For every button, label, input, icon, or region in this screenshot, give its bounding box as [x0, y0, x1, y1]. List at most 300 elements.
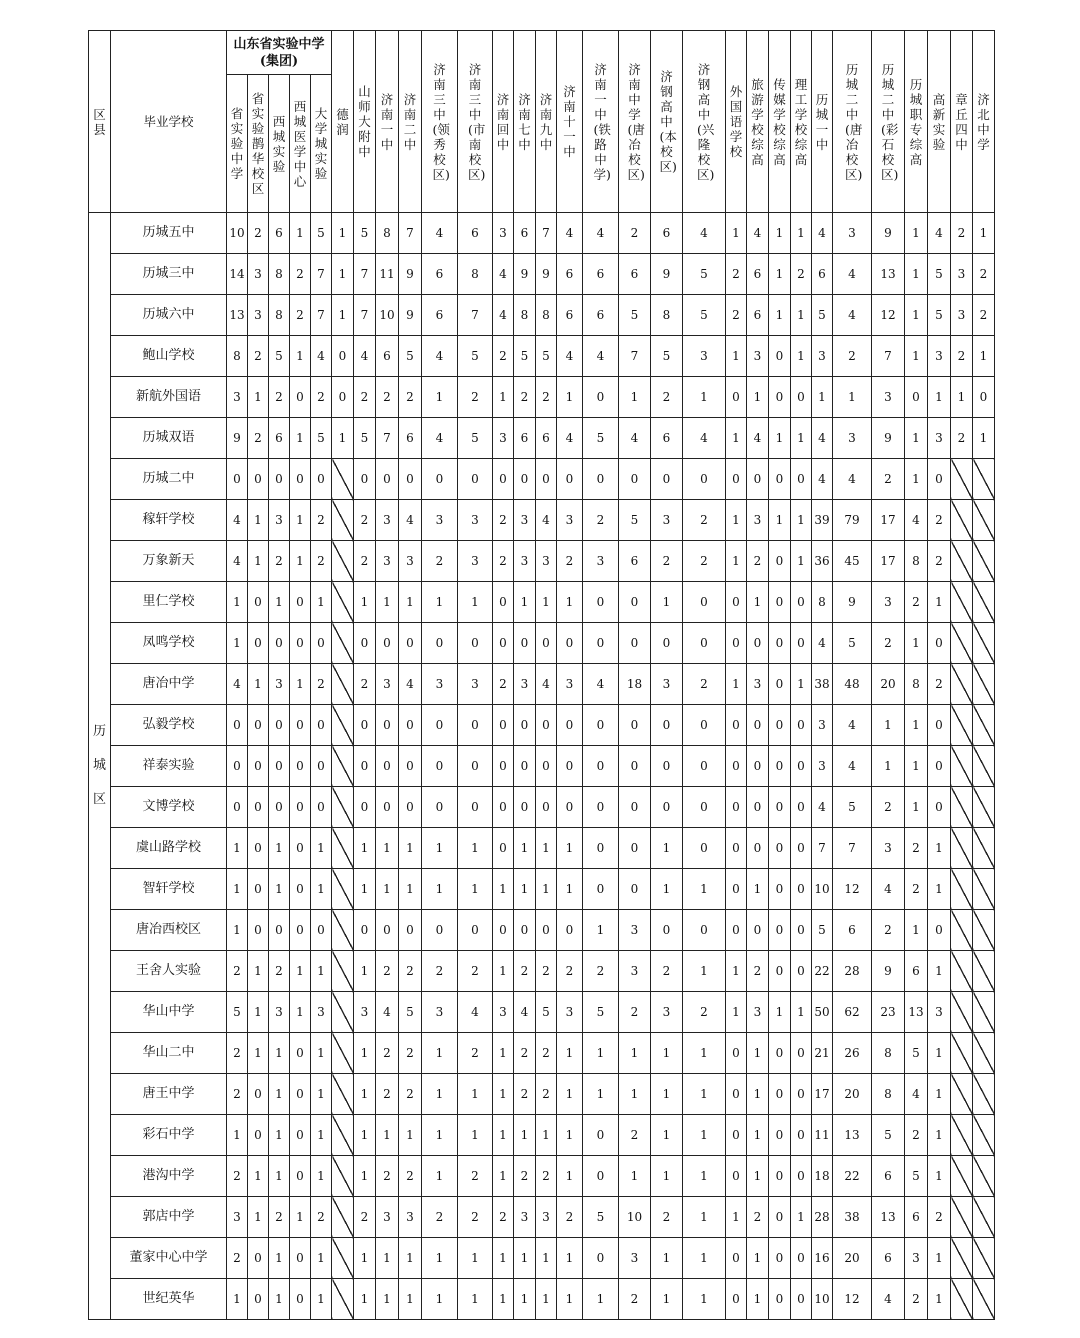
quota-value-cell: 0 — [536, 910, 557, 951]
empty-slash-cell — [951, 787, 973, 828]
quota-value-cell: 3 — [514, 1197, 536, 1238]
quota-value-cell: 0 — [726, 746, 747, 787]
quota-value-cell: 4 — [583, 336, 619, 377]
quota-value-cell: 0 — [422, 746, 458, 787]
quota-value-cell: 4 — [354, 336, 376, 377]
quota-value-cell: 1 — [973, 418, 995, 459]
quota-value-cell: 3 — [651, 992, 683, 1033]
quota-value-cell: 7 — [311, 254, 332, 295]
quota-value-cell: 6 — [514, 213, 536, 254]
quota-value-cell: 0 — [514, 705, 536, 746]
quota-value-cell: 0 — [354, 787, 376, 828]
school-name-cell: 华山中学 — [111, 992, 227, 1033]
quota-value-cell: 3 — [583, 541, 619, 582]
quota-value-cell: 0 — [769, 336, 791, 377]
quota-value-cell: 4 — [812, 213, 833, 254]
col-header-licheng-vocational: 历城职专综高 — [905, 31, 928, 213]
quota-value-cell: 0 — [376, 705, 399, 746]
quota-value-cell: 3 — [493, 418, 514, 459]
school-column-header: 毕业学校 — [111, 31, 227, 213]
empty-slash-cell — [332, 582, 354, 623]
quota-value-cell: 1 — [726, 541, 747, 582]
quota-value-cell: 2 — [514, 377, 536, 418]
quota-value-cell: 2 — [422, 951, 458, 992]
empty-slash-cell — [973, 869, 995, 910]
quota-value-cell: 1 — [536, 828, 557, 869]
col-header-jinan-1-tielu: 济南一中(铁路中学) — [583, 31, 619, 213]
quota-value-cell: 1 — [227, 623, 248, 664]
empty-slash-cell — [973, 500, 995, 541]
quota-value-cell: 1 — [769, 213, 791, 254]
empty-slash-cell — [332, 1279, 354, 1320]
quota-value-cell: 20 — [833, 1238, 872, 1279]
quota-value-cell: 3 — [376, 1197, 399, 1238]
quota-value-cell: 4 — [227, 541, 248, 582]
quota-value-cell: 0 — [928, 787, 951, 828]
quota-value-cell: 0 — [726, 1156, 747, 1197]
quota-value-cell: 5 — [833, 787, 872, 828]
quota-value-cell: 3 — [376, 500, 399, 541]
quota-value-cell: 0 — [928, 746, 951, 787]
quota-value-cell: 4 — [536, 664, 557, 705]
quota-value-cell: 3 — [248, 295, 269, 336]
col-header-foreign-language: 外国语学校 — [726, 31, 747, 213]
quota-value-cell: 2 — [227, 1074, 248, 1115]
quota-value-cell: 0 — [290, 1238, 311, 1279]
quota-value-cell: 1 — [973, 336, 995, 377]
quota-value-cell: 1 — [905, 910, 928, 951]
quota-value-cell: 0 — [269, 787, 290, 828]
quota-value-cell: 3 — [812, 336, 833, 377]
quota-value-cell: 5 — [354, 213, 376, 254]
quota-value-cell: 2 — [905, 1279, 928, 1320]
quota-value-cell: 5 — [583, 1197, 619, 1238]
quota-value-cell: 1 — [269, 1156, 290, 1197]
quota-value-cell: 1 — [458, 1279, 493, 1320]
quota-value-cell: 1 — [747, 1156, 769, 1197]
quota-value-cell: 3 — [311, 992, 332, 1033]
quota-value-cell: 2 — [248, 213, 269, 254]
quota-value-cell: 2 — [683, 500, 726, 541]
quota-value-cell: 4 — [812, 418, 833, 459]
quota-value-cell: 1 — [928, 951, 951, 992]
quota-value-cell: 1 — [399, 1238, 422, 1279]
quota-value-cell: 8 — [872, 1074, 905, 1115]
empty-slash-cell — [951, 459, 973, 500]
quota-value-cell: 7 — [458, 295, 493, 336]
quota-value-cell: 5 — [812, 295, 833, 336]
quota-value-cell: 0 — [583, 377, 619, 418]
quota-value-cell: 1 — [557, 1115, 583, 1156]
quota-value-cell: 1 — [458, 828, 493, 869]
quota-value-cell: 1 — [951, 377, 973, 418]
quota-value-cell: 5 — [311, 418, 332, 459]
quota-value-cell: 1 — [311, 1074, 332, 1115]
quota-value-cell: 0 — [332, 377, 354, 418]
quota-value-cell: 1 — [747, 1074, 769, 1115]
empty-slash-cell — [951, 623, 973, 664]
quota-value-cell: 1 — [354, 828, 376, 869]
empty-slash-cell — [973, 1238, 995, 1279]
quota-value-cell: 1 — [248, 1156, 269, 1197]
quota-value-cell: 2 — [583, 951, 619, 992]
quota-value-cell: 1 — [227, 582, 248, 623]
quota-value-cell: 1 — [791, 1197, 812, 1238]
table-row — [89, 295, 995, 336]
quota-value-cell: 1 — [422, 1115, 458, 1156]
quota-value-cell: 4 — [812, 623, 833, 664]
quota-value-cell: 2 — [493, 336, 514, 377]
quota-value-cell: 3 — [651, 500, 683, 541]
quota-value-cell: 1 — [399, 1279, 422, 1320]
table-row — [89, 1033, 995, 1074]
school-name-cell: 里仁学校 — [111, 582, 227, 623]
quota-value-cell: 9 — [651, 254, 683, 295]
empty-slash-cell — [951, 1033, 973, 1074]
quota-value-cell: 3 — [269, 500, 290, 541]
quota-value-cell: 4 — [683, 213, 726, 254]
admission-quota-table-wrapper — [88, 30, 995, 1320]
quota-value-cell: 1 — [354, 1115, 376, 1156]
quota-value-cell: 4 — [872, 869, 905, 910]
quota-value-cell: 0 — [769, 869, 791, 910]
quota-value-cell: 8 — [905, 541, 928, 582]
quota-value-cell: 0 — [248, 787, 269, 828]
quota-value-cell: 12 — [833, 1279, 872, 1320]
quota-value-cell: 0 — [290, 828, 311, 869]
quota-value-cell: 6 — [905, 1197, 928, 1238]
quota-value-cell: 2 — [458, 377, 493, 418]
col-header-jinan-7: 济南七中 — [514, 31, 536, 213]
quota-value-cell: 1 — [376, 582, 399, 623]
quota-value-cell: 2 — [458, 951, 493, 992]
quota-value-cell: 2 — [376, 951, 399, 992]
quota-value-cell: 0 — [399, 459, 422, 500]
table-row — [89, 1197, 995, 1238]
quota-value-cell: 3 — [872, 828, 905, 869]
experimental-group-header: 山东省实验中学 (集团) — [227, 31, 332, 75]
quota-value-cell: 1 — [269, 1279, 290, 1320]
quota-value-cell: 0 — [769, 1238, 791, 1279]
quota-value-cell: 1 — [747, 869, 769, 910]
quota-value-cell: 6 — [269, 418, 290, 459]
quota-value-cell: 1 — [791, 295, 812, 336]
quota-value-cell: 1 — [311, 951, 332, 992]
empty-slash-cell — [951, 746, 973, 787]
quota-value-cell: 1 — [248, 1197, 269, 1238]
quota-value-cell: 1 — [354, 1238, 376, 1279]
quota-value-cell: 3 — [514, 664, 536, 705]
quota-value-cell: 1 — [422, 1156, 458, 1197]
quota-value-cell: 0 — [791, 623, 812, 664]
quota-value-cell: 4 — [747, 418, 769, 459]
quota-value-cell: 0 — [536, 705, 557, 746]
table-row — [89, 459, 995, 500]
quota-value-cell: 2 — [269, 1197, 290, 1238]
quota-value-cell: 1 — [269, 582, 290, 623]
empty-slash-cell — [951, 1074, 973, 1115]
quota-value-cell: 2 — [354, 664, 376, 705]
quota-value-cell: 0 — [973, 377, 995, 418]
quota-value-cell: 0 — [769, 664, 791, 705]
school-name-cell: 唐冶中学 — [111, 664, 227, 705]
quota-value-cell: 6 — [812, 254, 833, 295]
quota-value-cell: 2 — [422, 541, 458, 582]
admission-quota-table — [88, 30, 995, 1320]
quota-value-cell: 9 — [536, 254, 557, 295]
quota-value-cell: 4 — [422, 336, 458, 377]
quota-value-cell: 8 — [905, 664, 928, 705]
quota-value-cell: 8 — [536, 295, 557, 336]
quota-value-cell: 0 — [399, 787, 422, 828]
quota-value-cell: 1 — [354, 1033, 376, 1074]
col-header-jinan-9: 济南九中 — [536, 31, 557, 213]
quota-value-cell: 1 — [905, 213, 928, 254]
quota-value-cell: 45 — [833, 541, 872, 582]
empty-slash-cell — [973, 910, 995, 951]
quota-value-cell: 0 — [290, 910, 311, 951]
quota-value-cell: 3 — [619, 951, 651, 992]
quota-value-cell: 0 — [248, 1279, 269, 1320]
quota-value-cell: 2 — [376, 1033, 399, 1074]
quota-value-cell: 1 — [422, 582, 458, 623]
quota-value-cell: 1 — [354, 1156, 376, 1197]
quota-value-cell: 0 — [928, 459, 951, 500]
quota-value-cell: 0 — [683, 910, 726, 951]
quota-value-cell: 1 — [536, 869, 557, 910]
quota-value-cell: 4 — [928, 213, 951, 254]
quota-value-cell: 1 — [583, 1033, 619, 1074]
quota-value-cell: 1 — [747, 1033, 769, 1074]
quota-value-cell: 17 — [872, 541, 905, 582]
quota-value-cell: 1 — [399, 1115, 422, 1156]
quota-value-cell: 2 — [514, 1156, 536, 1197]
quota-value-cell: 2 — [928, 541, 951, 582]
quota-value-cell: 1 — [290, 418, 311, 459]
quota-value-cell: 0 — [619, 582, 651, 623]
quota-value-cell: 4 — [458, 992, 493, 1033]
quota-value-cell: 0 — [422, 910, 458, 951]
quota-value-cell: 1 — [376, 828, 399, 869]
quota-value-cell: 6 — [536, 418, 557, 459]
quota-value-cell: 0 — [248, 705, 269, 746]
empty-slash-cell — [951, 1115, 973, 1156]
quota-value-cell: 1 — [269, 828, 290, 869]
quota-value-cell: 1 — [332, 254, 354, 295]
quota-value-cell: 0 — [536, 623, 557, 664]
quota-value-cell: 22 — [833, 1156, 872, 1197]
quota-value-cell: 3 — [928, 418, 951, 459]
empty-slash-cell — [951, 1156, 973, 1197]
quota-value-cell: 0 — [422, 459, 458, 500]
table-row — [89, 213, 995, 254]
quota-value-cell: 2 — [747, 541, 769, 582]
quota-value-cell: 1 — [458, 1238, 493, 1279]
quota-value-cell: 2 — [399, 1074, 422, 1115]
quota-value-cell: 1 — [354, 1074, 376, 1115]
quota-value-cell: 1 — [557, 582, 583, 623]
quota-value-cell: 8 — [514, 295, 536, 336]
quota-value-cell: 1 — [376, 869, 399, 910]
quota-value-cell: 2 — [290, 254, 311, 295]
quota-value-cell: 0 — [747, 623, 769, 664]
table-row — [89, 623, 995, 664]
quota-value-cell: 5 — [928, 295, 951, 336]
quota-value-cell: 1 — [651, 1074, 683, 1115]
quota-value-cell: 0 — [290, 582, 311, 623]
empty-slash-cell — [973, 828, 995, 869]
school-name-cell: 虞山路学校 — [111, 828, 227, 869]
quota-value-cell: 1 — [769, 500, 791, 541]
quota-value-cell: 9 — [872, 951, 905, 992]
school-name-cell: 历城三中 — [111, 254, 227, 295]
quota-value-cell: 2 — [227, 1033, 248, 1074]
quota-value-cell: 3 — [399, 1197, 422, 1238]
empty-slash-cell — [951, 705, 973, 746]
quota-value-cell: 5 — [683, 254, 726, 295]
quota-value-cell: 0 — [651, 459, 683, 500]
quota-value-cell: 2 — [399, 951, 422, 992]
quota-value-cell: 10 — [227, 213, 248, 254]
school-name-cell: 世纪英华 — [111, 1279, 227, 1320]
quota-value-cell: 1 — [290, 1197, 311, 1238]
quota-value-cell: 1 — [683, 1279, 726, 1320]
quota-value-cell: 1 — [311, 1238, 332, 1279]
quota-value-cell: 1 — [928, 1238, 951, 1279]
quota-value-cell: 0 — [458, 705, 493, 746]
quota-value-cell: 1 — [422, 377, 458, 418]
school-name-cell: 唐王中学 — [111, 1074, 227, 1115]
col-header-jigang-main: 济钢高中(本校区) — [651, 31, 683, 213]
col-header-jinan-2: 济南二中 — [399, 31, 422, 213]
quota-value-cell: 0 — [791, 828, 812, 869]
quota-value-cell: 6 — [747, 254, 769, 295]
quota-value-cell: 1 — [269, 869, 290, 910]
empty-slash-cell — [332, 828, 354, 869]
quota-value-cell: 5 — [651, 336, 683, 377]
quota-value-cell: 2 — [747, 1197, 769, 1238]
quota-value-cell: 0 — [791, 705, 812, 746]
quota-value-cell: 1 — [791, 213, 812, 254]
quota-value-cell: 17 — [872, 500, 905, 541]
quota-value-cell: 1 — [354, 582, 376, 623]
quota-value-cell: 1 — [726, 992, 747, 1033]
col-header-jinan-3-shinan: 济南三中(市南校区) — [458, 31, 493, 213]
quota-value-cell: 0 — [726, 1238, 747, 1279]
quota-value-cell: 1 — [872, 705, 905, 746]
quota-value-cell: 1 — [683, 1033, 726, 1074]
quota-value-cell: 0 — [493, 787, 514, 828]
col-header-daxuecheng: 大学城实验 — [311, 75, 332, 213]
quota-value-cell: 5 — [458, 418, 493, 459]
table-row — [89, 377, 995, 418]
quota-value-cell: 0 — [354, 746, 376, 787]
table-row — [89, 787, 995, 828]
quota-value-cell: 14 — [227, 254, 248, 295]
quota-value-cell: 0 — [769, 1115, 791, 1156]
quota-value-cell: 6 — [514, 418, 536, 459]
empty-slash-cell — [973, 705, 995, 746]
table-row — [89, 1115, 995, 1156]
quota-value-cell: 1 — [619, 1074, 651, 1115]
quota-value-cell: 5 — [269, 336, 290, 377]
quota-value-cell: 0 — [248, 1115, 269, 1156]
quota-value-cell: 1 — [269, 1115, 290, 1156]
quota-value-cell: 39 — [812, 500, 833, 541]
quota-value-cell: 2 — [951, 213, 973, 254]
quota-value-cell: 0 — [769, 910, 791, 951]
quota-value-cell: 0 — [290, 623, 311, 664]
quota-value-cell: 1 — [905, 746, 928, 787]
quota-value-cell: 0 — [747, 828, 769, 869]
quota-value-cell: 1 — [422, 1033, 458, 1074]
quota-value-cell: 2 — [905, 1115, 928, 1156]
quota-value-cell: 0 — [683, 623, 726, 664]
quota-value-cell: 1 — [683, 377, 726, 418]
quota-value-cell: 1 — [583, 910, 619, 951]
quota-value-cell: 1 — [928, 377, 951, 418]
quota-value-cell: 1 — [791, 418, 812, 459]
quota-value-cell: 0 — [726, 1033, 747, 1074]
quota-value-cell: 7 — [812, 828, 833, 869]
col-header-science-eng: 理工学校综高 — [791, 31, 812, 213]
quota-value-cell: 2 — [928, 1197, 951, 1238]
quota-value-cell: 12 — [872, 295, 905, 336]
quota-value-cell: 0 — [557, 787, 583, 828]
empty-slash-cell — [951, 582, 973, 623]
quota-value-cell: 0 — [791, 1238, 812, 1279]
quota-value-cell: 2 — [227, 1156, 248, 1197]
quota-value-cell: 4 — [747, 213, 769, 254]
quota-value-cell: 2 — [951, 418, 973, 459]
quota-value-cell: 0 — [683, 459, 726, 500]
quota-value-cell: 9 — [399, 254, 422, 295]
empty-slash-cell — [332, 746, 354, 787]
quota-value-cell: 2 — [354, 500, 376, 541]
empty-slash-cell — [951, 992, 973, 1033]
quota-value-cell: 2 — [928, 664, 951, 705]
quota-value-cell: 9 — [872, 213, 905, 254]
quota-value-cell: 6 — [583, 295, 619, 336]
col-header-media: 传媒学校综高 — [769, 31, 791, 213]
quota-value-cell: 5 — [619, 500, 651, 541]
quota-value-cell: 0 — [583, 828, 619, 869]
quota-value-cell: 0 — [651, 787, 683, 828]
empty-slash-cell — [332, 1033, 354, 1074]
quota-value-cell: 0 — [227, 787, 248, 828]
quota-value-cell: 0 — [536, 787, 557, 828]
quota-value-cell: 0 — [399, 623, 422, 664]
col-header-tourism: 旅游学校综高 — [747, 31, 769, 213]
quota-value-cell: 0 — [791, 1074, 812, 1115]
school-name-cell: 凤鸣学校 — [111, 623, 227, 664]
quota-value-cell: 1 — [458, 1115, 493, 1156]
quota-value-cell: 1 — [928, 1156, 951, 1197]
quota-value-cell: 0 — [683, 787, 726, 828]
quota-value-cell: 2 — [269, 541, 290, 582]
quota-value-cell: 3 — [619, 910, 651, 951]
quota-value-cell: 6 — [651, 418, 683, 459]
quota-value-cell: 0 — [791, 459, 812, 500]
quota-value-cell: 0 — [619, 746, 651, 787]
quota-value-cell: 6 — [422, 254, 458, 295]
quota-value-cell: 0 — [227, 746, 248, 787]
quota-value-cell: 7 — [311, 295, 332, 336]
quota-value-cell: 17 — [812, 1074, 833, 1115]
quota-value-cell: 0 — [332, 336, 354, 377]
quota-value-cell: 1 — [683, 1074, 726, 1115]
quota-value-cell: 1 — [514, 828, 536, 869]
